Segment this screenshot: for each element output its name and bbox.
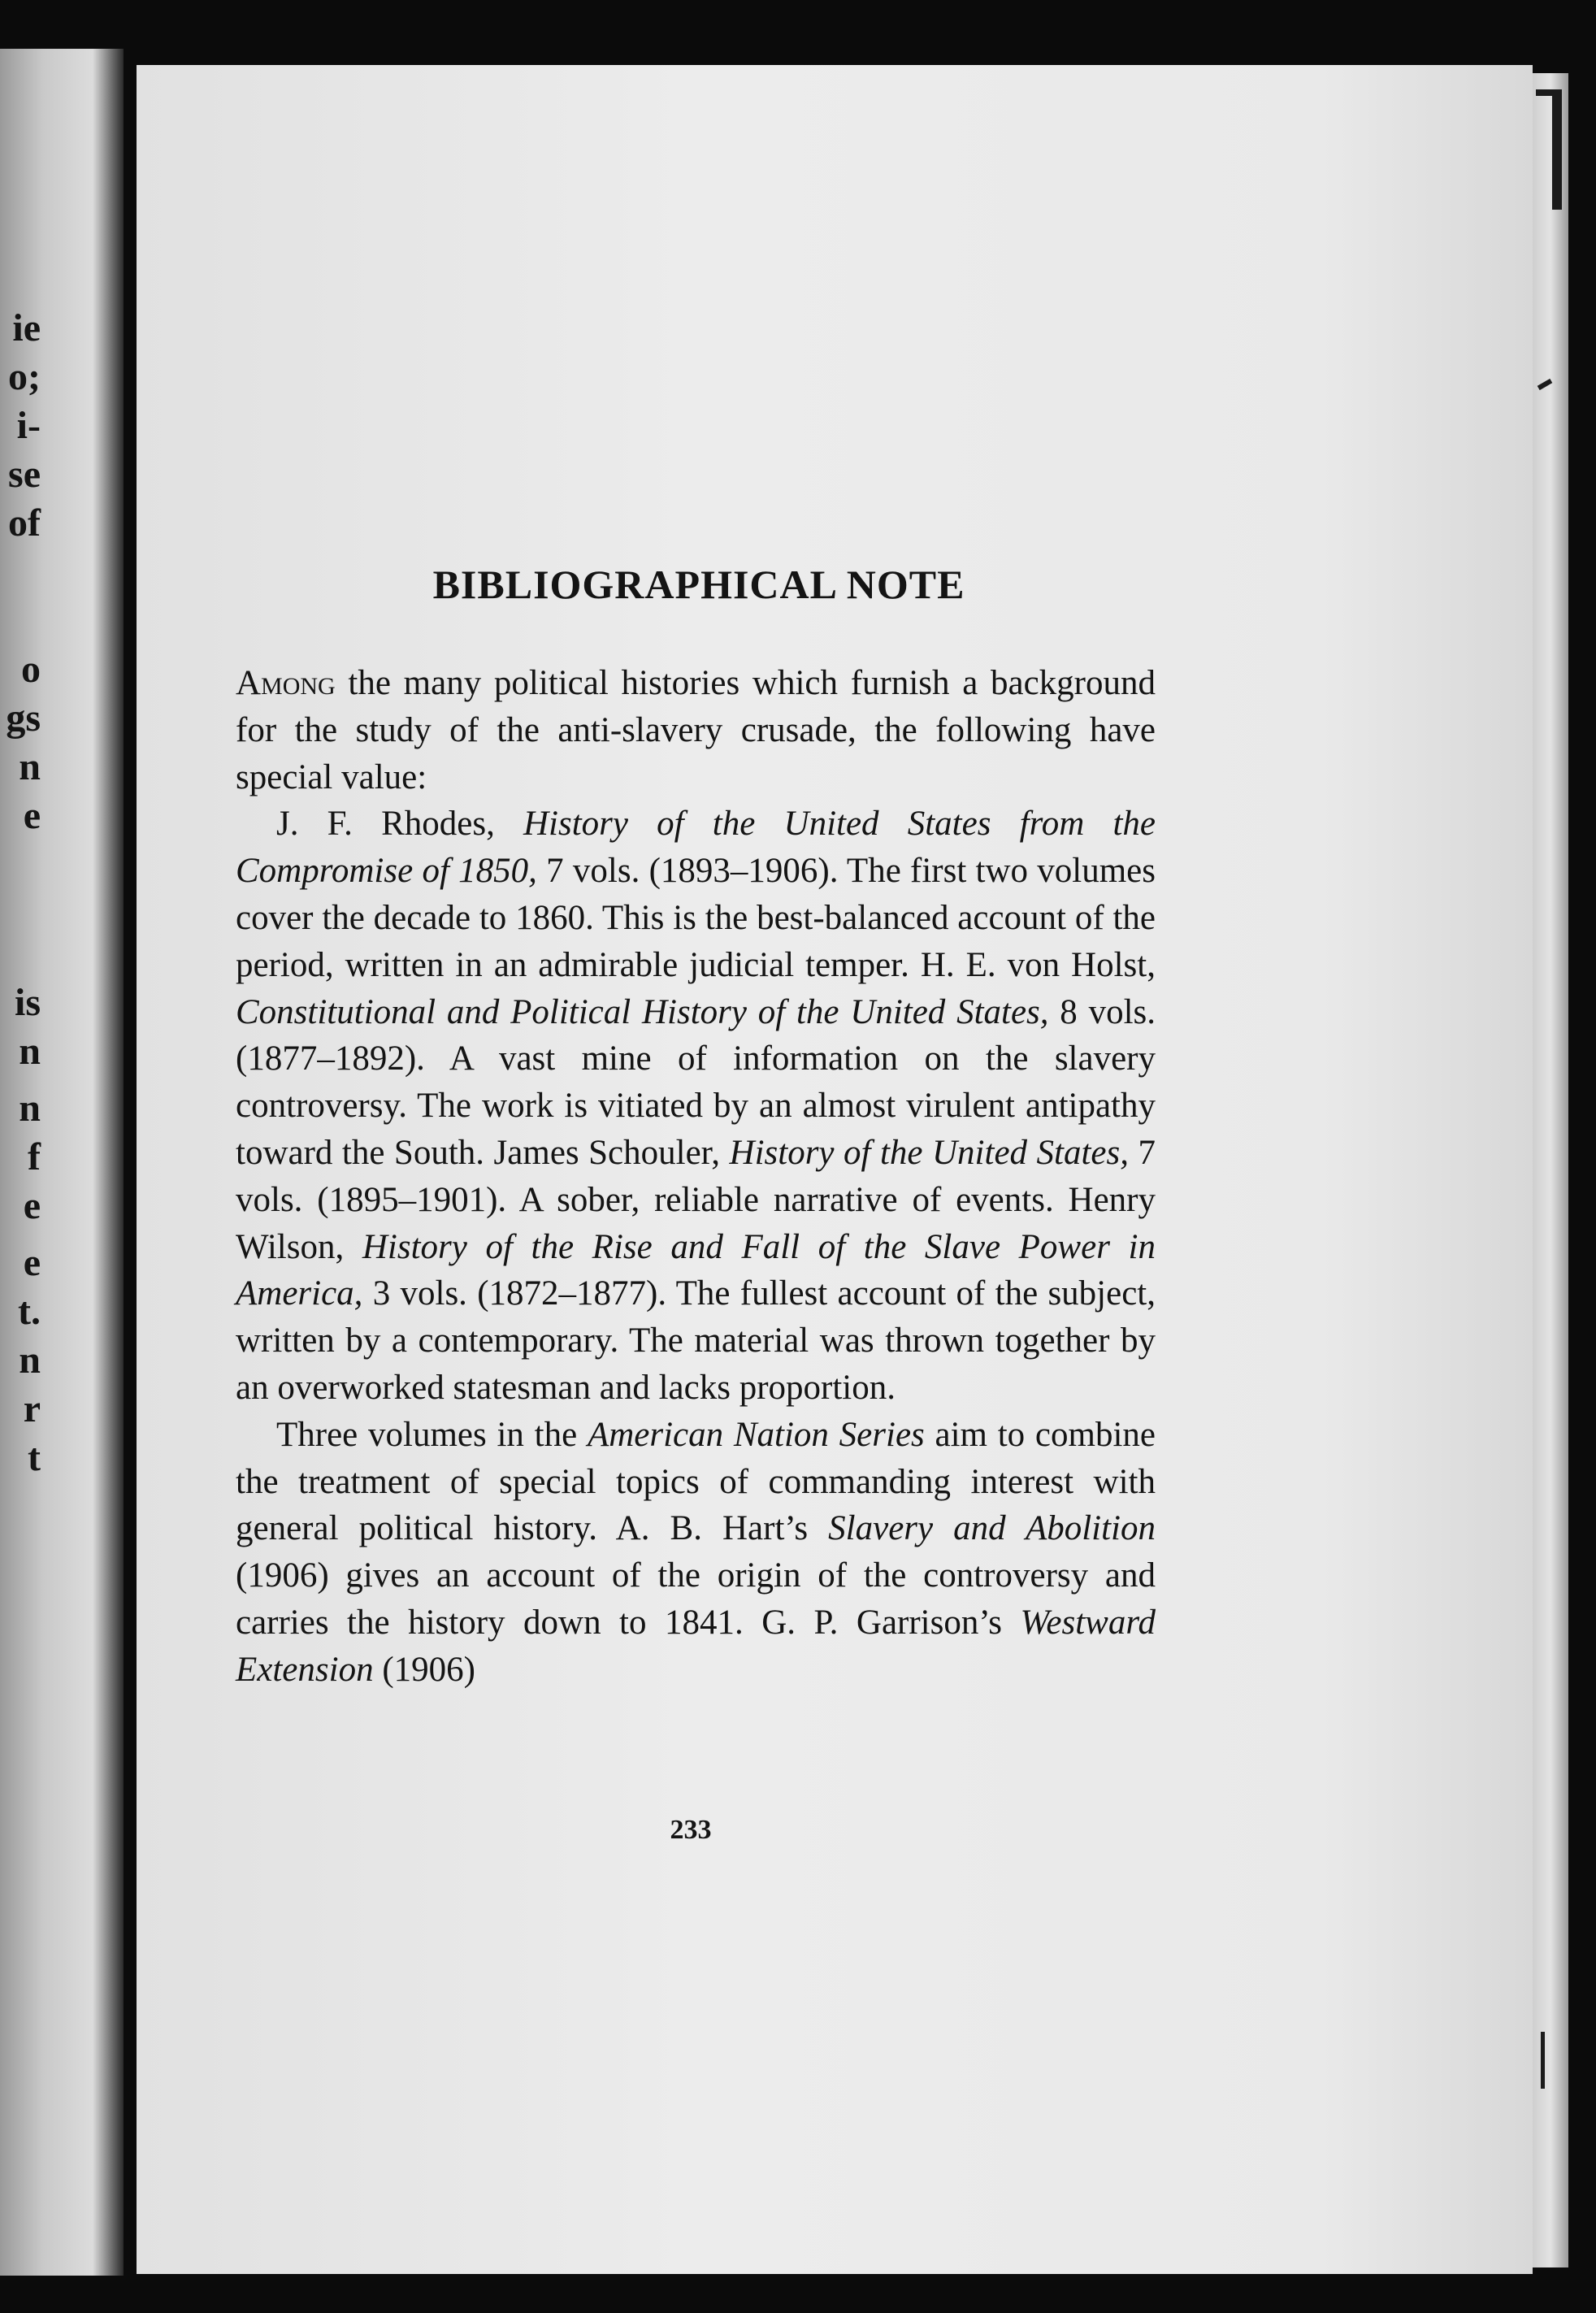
facing-page-fragment: i- [16,404,41,447]
facing-page-fragment: e [23,1184,41,1227]
page-title: BIBLIOGRAPHICAL NOTE [432,562,965,607]
book-title: History of the United States, [729,1133,1129,1172]
lead-word: Among [236,664,336,702]
edge-mark [1541,2032,1545,2089]
page-number: 233 [670,1815,712,1845]
text-run: aim to combine the treatment of special topics of commanding interest with general political history. A. B. Hart’s [236,1415,1156,1548]
edge-mark [1536,89,1562,96]
facing-page-fragment: t. [18,1290,41,1333]
facing-page-fragment: of [8,501,41,545]
book-title: Slavery and Abolition [828,1509,1156,1548]
book-title: History of the Rise and Fall of the Slave Power in America, [236,1227,1156,1313]
facing-page-fragment: r [23,1387,41,1430]
facing-page-fragment: t [28,1436,41,1479]
text-run: (1906) gives an account of the origin of the controversy and carries the history down to 1841. G. P. Garrison’s [236,1556,1156,1642]
facing-page-fragment: f [28,1135,41,1178]
facing-page-fragment: se [8,453,41,496]
text-run: Three volumes in the [276,1415,588,1454]
facing-page-fragment: is [14,981,41,1024]
page-fore-edge [1533,73,1568,2267]
paragraph-american-nation [236,1412,1156,1694]
edge-mark [1552,96,1562,210]
facing-page-edge [0,49,124,2276]
facing-page-fragment: n [19,1339,41,1382]
text-run: (1906) [373,1650,475,1689]
text-run: 8 vols. (1877–1892). A vast mine of information on the slavery controversy. The work is vitiated by an almost virulent antipathy toward the South. James Schouler, [236,992,1156,1172]
book-title: Westward Extension [236,1603,1156,1689]
facing-page-fragment: gs [6,697,41,740]
book-title: Constitutional and Political History of the United States, [236,992,1049,1031]
facing-page-fragment: e [23,1241,41,1284]
body-text [236,660,1156,1694]
text-run: 7 vols. (1895–1901). A sober, reliable narrative of events. Henry Wilson, [236,1133,1156,1266]
text-run: J. F. Rhodes, [276,805,523,844]
text-run: 7 vols. (1893–1906). The first two volumes cover the decade to 1860. This is the best-balanced account of the period, written in an admirable judicial temper. H. E. von Holst, [236,852,1156,984]
edge-mark [1537,379,1553,390]
facing-page-fragment: n [19,745,41,788]
facing-page-fragment: n [19,1087,41,1130]
book-title: History of the United States from the Compromise of 1850, [236,805,1156,891]
text-run: 3 vols. (1872–1877). The fullest account of the subject, written by a contemporary. The material was thrown together by an overworked statesman and lacks proportion. [236,1274,1156,1407]
book-title: American Nation Series [587,1415,925,1454]
facing-page-fragment: ie [12,306,41,349]
facing-page-fragment: o [21,648,41,691]
facing-page-fragment: n [19,1030,41,1073]
paragraph-text: the many political histories which furnish a background for the study of the anti-slavery crusade, the following have special value: [236,664,1156,796]
facing-page-fragment: e [23,794,41,837]
facing-page-fragment: o; [8,355,41,398]
paragraph-intro [236,660,1156,801]
paragraph-histories [236,801,1156,1411]
